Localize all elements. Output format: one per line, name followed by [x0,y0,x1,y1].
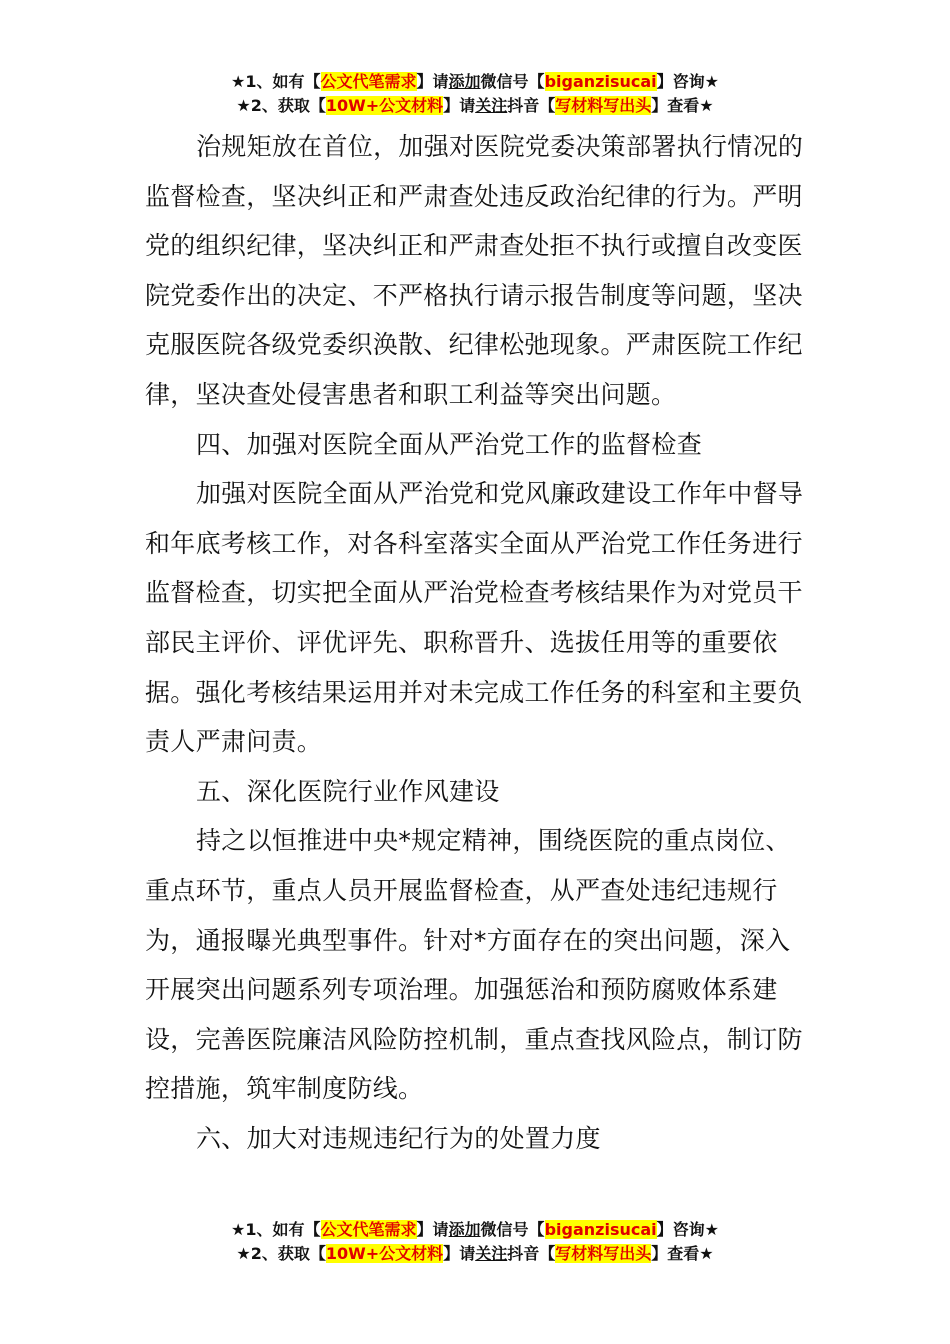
paragraph: 治规矩放在首位，加强对医院党委决策部署执行情况的监督检查，坚决纠正和严肃查处违反政治纪律的行为。严明党的组织纪律，坚决纠正和严肃查处拒不执行或擅自改变医院党委作出的决定、不严格执行请示报告制度等问题，坚决克服医院各级党委织涣散、纪律松弛现象。严肃医院工作纪律，坚决查处侵害患者和职工利益等突出问题。 [145,132,804,409]
banner-text: ★2、获取【 [236,96,326,115]
highlight-service: 公文代笔需求 [320,1220,417,1239]
section-heading: 五、深化医院行业作风建设 [196,776,500,806]
banner-text: 】请 [443,96,476,115]
paragraph: 加强对医院全面从严治党和党风廉政建设工作年中督导和年底考核工作，对各科室落实全面从严治党工作任务进行监督检查，切实把全面从严治党检查考核结果作为对党员干部民主评价、评优评先、职称晋升、选拔任用等的重要依据。强化考核结果运用并对未完成工作任务的科室和主要负责人严肃问责。 [145,479,804,757]
highlight-douyin-account: 写材料写出头 [555,1244,652,1263]
banner-text: 】请 [416,1220,449,1239]
banner-text: 】查看★ [651,1244,714,1263]
underlined-text: 关注 [475,1244,508,1263]
highlight-materials: 10W+公文材料 [325,96,444,115]
underlined-text: 关注 [475,96,508,115]
highlight-wechat-id: biganzisucai [544,72,657,91]
banner-text: 】咨询★ [656,72,719,91]
highlight-wechat-id: biganzisucai [544,1220,657,1239]
banner-text: 抖音【 [507,1244,556,1263]
banner-text: 】请 [416,72,449,91]
underlined-text: 添加 [448,1220,481,1239]
banner-line-1 [0,70,950,94]
banner-text: 】咨询★ [656,1220,719,1239]
document-body [145,122,807,1163]
banner-line-2 [0,1242,950,1266]
section-heading: 四、加强对医院全面从严治党工作的监督检查 [196,429,703,459]
underlined-text: 添加 [448,72,481,91]
section-heading: 六、加大对违规违纪行为的处置力度 [196,1123,601,1153]
highlight-service: 公文代笔需求 [320,72,417,91]
banner-line-2 [0,94,950,118]
header-banner [0,70,950,118]
highlight-douyin-account: 写材料写出头 [555,96,652,115]
banner-text: ★2、获取【 [236,1244,326,1263]
paragraph: 持之以恒推进中央*规定精神，围绕医院的重点岗位、重点环节，重点人员开展监督检查，从严查处违纪违规行为，通报曝光典型事件。针对*方面存在的突出问题，深入开展突出问题系列专项治理。加强惩治和预防腐败体系建设，完善医院廉洁风险防控机制，重点查找风险点，制订防控措施，筑牢制度防线。 [145,826,803,1104]
banner-text: 】请 [443,1244,476,1263]
banner-text: 】查看★ [651,96,714,115]
banner-text: 微信号【 [480,72,545,91]
highlight-materials: 10W+公文材料 [325,1244,444,1263]
banner-text: 抖音【 [507,96,556,115]
banner-text: 微信号【 [480,1220,545,1239]
footer-banner [0,1218,950,1266]
banner-text: ★1、如有【 [231,72,321,91]
banner-text: ★1、如有【 [231,1220,321,1239]
banner-line-1 [0,1218,950,1242]
